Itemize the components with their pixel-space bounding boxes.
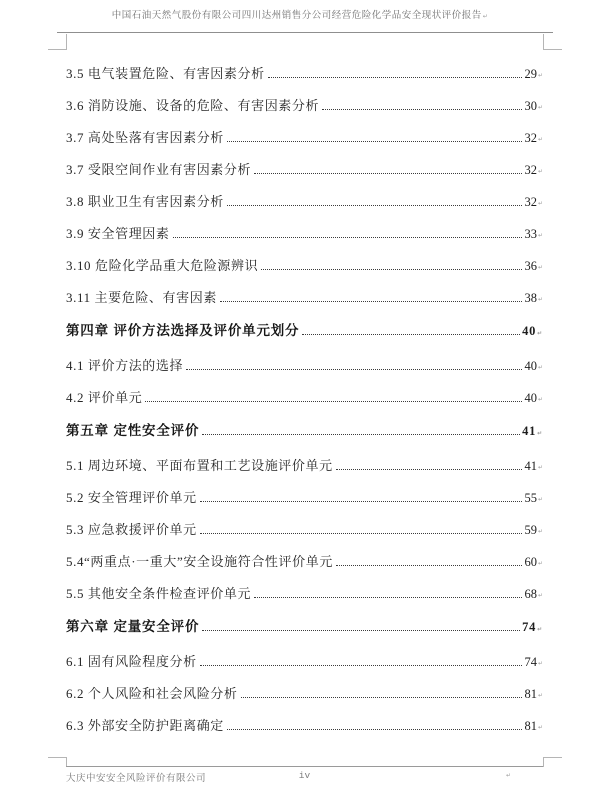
toc-entry[interactable] — [66, 583, 543, 601]
toc-entry-page-number: 81 — [524, 687, 537, 701]
paragraph-mark-icon: ↵ — [537, 296, 543, 303]
paragraph-mark-icon: ↵ — [537, 496, 543, 503]
toc-entry-label: 第四章 评价方法选择及评价单元划分 — [66, 323, 300, 338]
toc-entry-page-number: 32 — [524, 163, 537, 177]
paragraph-mark-icon: ↵ — [537, 136, 543, 143]
paragraph-mark-icon: ↵ — [537, 560, 543, 567]
toc-entry[interactable] — [66, 419, 543, 439]
dot-leader — [261, 269, 522, 270]
toc-entry-page-number: 55 — [524, 491, 537, 505]
dot-leader — [227, 729, 523, 730]
toc-entry-label: 3.10 危险化学品重大危险源辨识 — [66, 258, 259, 273]
crop-mark-top-right-horizontal — [543, 49, 562, 50]
toc-entry[interactable] — [66, 95, 543, 113]
toc-entry-page-number: 32 — [524, 131, 537, 145]
toc-entry[interactable] — [66, 519, 543, 537]
toc-entry[interactable] — [66, 223, 543, 241]
toc-entry[interactable] — [66, 615, 543, 635]
toc-entry[interactable] — [66, 387, 543, 405]
toc-entry[interactable] — [66, 455, 543, 473]
crop-mark-bottom-right-vertical — [543, 757, 544, 767]
footer-company-name: 大庆中安安全风险评价有限公司 — [66, 774, 207, 784]
toc-entry-label: 6.1 固有风险程度分析 — [66, 654, 197, 669]
dot-leader — [220, 301, 523, 302]
dot-leader — [254, 173, 522, 174]
toc-entry[interactable] — [66, 255, 543, 273]
toc-entry[interactable] — [66, 191, 543, 209]
paragraph-mark-icon: ↵ — [537, 330, 543, 337]
dot-leader — [202, 630, 520, 631]
paragraph-mark-icon: ↵ — [537, 692, 543, 699]
toc-entry-page-number: 59 — [524, 523, 537, 537]
toc-entry[interactable] — [66, 319, 543, 339]
dot-leader — [200, 501, 523, 502]
toc-entry-label: 3.11 主要危险、有害因素 — [66, 290, 217, 305]
toc-entry-page-number: 41 — [524, 459, 537, 473]
toc-entry-page-number: 40 — [522, 324, 537, 338]
toc-entry-label: 5.2 安全管理评价单元 — [66, 490, 197, 505]
toc-entry[interactable] — [66, 487, 543, 505]
toc-entry-label: 4.2 评价单元 — [66, 390, 143, 405]
toc-entry[interactable] — [66, 551, 543, 569]
toc-entry-page-number: 40 — [524, 391, 537, 405]
toc-entry-page-number: 74 — [524, 655, 537, 669]
page-header — [0, 7, 600, 21]
running-header-title: 中国石油天然气股份有限公司四川达州销售分公司经营危险化学品安全现状评价报告 — [111, 11, 482, 21]
paragraph-mark-icon: ↵ — [505, 772, 511, 779]
toc-entry[interactable] — [66, 159, 543, 177]
toc-entry[interactable] — [66, 63, 543, 81]
toc-entry-label: 3.5 电气装置危险、有害因素分析 — [66, 66, 265, 81]
toc-entry-label: 5.3 应急救援评价单元 — [66, 522, 197, 537]
toc-entry-label: 3.9 安全管理因素 — [66, 226, 170, 241]
toc-entry-label: 5.1 周边环境、平面布置和工艺设施评价单元 — [66, 458, 333, 473]
crop-mark-bottom-left-horizontal — [48, 757, 67, 758]
toc-entry-label: 3.8 职业卫生有害因素分析 — [66, 194, 224, 209]
paragraph-mark-icon: ↵ — [537, 626, 543, 633]
toc-entry-page-number: 68 — [524, 587, 537, 601]
toc-entry[interactable] — [66, 715, 543, 733]
toc-entry-label: 3.6 消防设施、设备的危险、有害因素分析 — [66, 98, 320, 113]
paragraph-mark-icon: ↵ — [537, 200, 543, 207]
crop-mark-top-right-vertical — [543, 34, 544, 50]
toc-entry[interactable] — [66, 355, 543, 373]
toc-entry-page-number: 81 — [524, 719, 537, 733]
toc-entry-page-number: 40 — [524, 359, 537, 373]
footer-page-number: iv — [298, 770, 311, 781]
crop-mark-bottom-right-horizontal — [543, 757, 562, 758]
dot-leader — [227, 205, 523, 206]
dot-leader — [336, 565, 523, 566]
toc-entry[interactable] — [66, 683, 543, 701]
paragraph-mark-icon: ↵ — [537, 430, 543, 437]
dot-leader — [241, 697, 523, 698]
toc-entry-label: 第六章 定量安全评价 — [66, 619, 200, 634]
toc-entry-page-number: 74 — [522, 620, 537, 634]
toc-entry-label: 6.2 个人风险和社会风险分析 — [66, 686, 238, 701]
paragraph-mark-icon: ↵ — [537, 104, 543, 111]
paragraph-mark-icon: ↵ — [537, 464, 543, 471]
header-rule — [57, 32, 553, 33]
paragraph-mark-icon: ↵ — [537, 72, 543, 79]
dot-leader — [227, 141, 523, 142]
paragraph-mark-icon: ↵ — [537, 660, 543, 667]
paragraph-mark-icon: ↵ — [537, 364, 543, 371]
footer-rule — [66, 766, 543, 767]
paragraph-mark-icon: ↵ — [482, 13, 489, 20]
page-footer — [66, 769, 543, 783]
toc-entry-label: 3.7 高处坠落有害因素分析 — [66, 130, 224, 145]
table-of-contents — [66, 63, 543, 747]
toc-entry-label: 6.3 外部安全防护距离确定 — [66, 718, 224, 733]
dot-leader — [254, 597, 522, 598]
dot-leader — [336, 469, 523, 470]
toc-entry-label: 第五章 定性安全评价 — [66, 423, 200, 438]
toc-entry-page-number: 29 — [524, 67, 537, 81]
dot-leader — [173, 237, 523, 238]
dot-leader — [302, 334, 520, 335]
paragraph-mark-icon: ↵ — [537, 264, 543, 271]
paragraph-mark-icon: ↵ — [537, 396, 543, 403]
toc-entry-page-number: 38 — [524, 291, 537, 305]
toc-entry[interactable] — [66, 651, 543, 669]
toc-entry[interactable] — [66, 287, 543, 305]
dot-leader — [186, 369, 522, 370]
toc-entry-label: 5.5 其他安全条件检查评价单元 — [66, 586, 252, 601]
crop-mark-top-left-horizontal — [48, 49, 67, 50]
toc-entry-page-number: 60 — [524, 555, 537, 569]
dot-leader — [200, 533, 523, 534]
dot-leader — [145, 401, 522, 402]
dot-leader — [268, 77, 523, 78]
paragraph-mark-icon: ↵ — [537, 232, 543, 239]
paragraph-mark-icon: ↵ — [537, 592, 543, 599]
crop-mark-top-left-vertical — [66, 34, 67, 50]
paragraph-mark-icon: ↵ — [537, 168, 543, 175]
paragraph-mark-icon: ↵ — [537, 528, 543, 535]
toc-entry-page-number: 32 — [524, 195, 537, 209]
toc-entry-label: 4.1 评价方法的选择 — [66, 358, 184, 373]
toc-entry-page-number: 36 — [524, 259, 537, 273]
toc-entry-label: 3.7 受限空间作业有害因素分析 — [66, 162, 252, 177]
toc-entry-page-number: 41 — [522, 424, 537, 438]
toc-entry-page-number: 33 — [524, 227, 537, 241]
dot-leader — [322, 109, 522, 110]
paragraph-mark-icon: ↵ — [537, 724, 543, 731]
toc-entry[interactable] — [66, 127, 543, 145]
dot-leader — [200, 665, 523, 666]
dot-leader — [202, 434, 520, 435]
toc-entry-label: 5.4“两重点·一重大”安全设施符合性评价单元 — [66, 554, 333, 569]
toc-entry-page-number: 30 — [524, 99, 537, 113]
